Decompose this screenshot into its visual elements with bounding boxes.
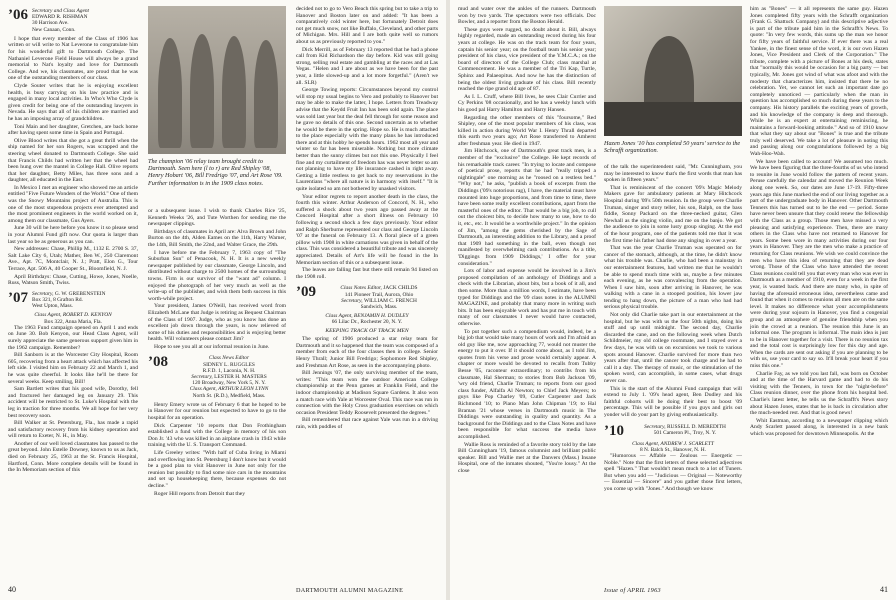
- paragraph: April Birthdays: Chase, Cutting, Howe, Jones, Noelle, Russ, Watson Smith, Twiss.: [8, 273, 138, 287]
- paragraph: We have been called to account! We assumed too much. We have been figuring that the three-fourths of us who intend to reunite in June would follow the pattern of recent years. Peruse carefully the calendar and moved the Reunion Week along one week. So, our dates are June 17-19. Fifty-three years ago this June marked the end of our living together as a part of the undergraduate body in Hanover. Other Dartmouth Tenners this has turned out to be the end — period. Some have never been unsure that they could renew the fellowship with the Class as a group. Those men have missed a very pleasing and satisfying experience. Then, there are many others in the Class who have not returned to Hanover for years. Some been wore in many activities during our four years in Hanover. They are the men who make a practice of returning for Class reunions. We wish we could convince the men who have this idea of returning that they are dead wrong. Those of the Class who have attended the recent Class reunions could tell you that every man who was ever in Dartmouth as a member of 1910, even for a week in the first year, is wanted back. And there are many who, in spite of having the aforesaid erroneous idea, nevertheless came and found that when it comes to reunions all men are on the same level. It makes no difference what your accomplishments were during your sojourn in Hanover, you find a congenial group and an atmosphere of genuine friendship when you join the crowd at a reunion. The reunion this June is an informal one. The program is informal. The main idea is just to be in Hanover together for a visit. There is no reunion tax and the total cost is surprisingly low for this day and age. When the cards are sent out asking if you are planning to be with us, use your card to say so. It'll break your heart if you miss this one.": [750, 158, 888, 370]
- class-year: ’09: [296, 284, 316, 301]
- class-secretary-block: [32, 291, 106, 310]
- class-1910-agent: [604, 441, 742, 453]
- left-column-1: [8, 6, 138, 584]
- paragraph: That is reminiscent of the concert '09's Magic Melody Makers gave for ambulatory patients at Mary Hitchcock Hospital during '09's 50th reunion. In the group were Charlie Truman, singer and story teller, his son, Ralph, on the bass fiddle, Sonny Packard on the three-necked guitar, Glen Newhall as the singing violin, and me on the banjo. We got the audience to join in some lusty group singing. At the end of the hour program, one of the patients told me that it was the first time his father had done any singing in over a year.: [604, 184, 742, 244]
- office-desk: [604, 102, 742, 136]
- paragraph: Regarding the other members of this "foursome," Red Shipley, one of the most popular members of his class, was killed in action during World War I. Henry Thrall departed this earth two years ago; Art Rose transferred to Amherst after freshman year. He died in 1947.: [458, 114, 596, 147]
- paragraph: To put together such a compendium would, indeed, be a big job that would take many hours of work and I'm afraid an old guy like me, now approaching 77, would not muster the energy to put it over. If it should come about, as I told Jim, quotes from his verse and prose would certainly appear. A chapter or more would be devoted to recalls from Tubby Besse '05, raconteur extraordinary; to contribs from his classmate, Hal Sherman; to stories from Bob Jackson '09, 'wry old friend, Charlie Truman; to reports from our good class funder, Alfalfa Al Newton; to Chief Jack Meyers; to guys like Pop Charley '09, Cutler Carpenter and Jack Richmond '10; to Piano Man John Chipman '19; to Hal Braman '21 whose verses in Dartmouth music in The Diddings were outstanding in quality and quantity. As a background for the Diddings and to the Class Notes and have been responsible for what success the media have accomplished.: [458, 328, 596, 440]
- class-1906-header: [8, 8, 138, 33]
- secretary-address-2: New Canaan, Conn.: [32, 26, 76, 33]
- paragraph: These guys were rugged, no doubt about it. Bill, always highly regarded, made an outstanding record during his four years at college. He was on the track team for four years, captain his senior year; on the football team his senior year; president of his class, vice president of the Y.M.C.A.; on the board of directors of the College Club; class marshal at Commencement. He was a member of the Tri Kap, Turtle, Sphinx and Palaeopitus. And now he has the distinction of being the oldest living graduate of his class. Bill recently reached the ripe grand old age of 87.: [458, 26, 596, 93]
- paragraph: or a subsequent issue. I wish to thank Charles Rice '25, Kenneth Weeks '26, and Tute Worthen for sending me the newspaper clippings.: [148, 208, 286, 228]
- paragraph: George Towing reports: Circumstances beyond my control will stop my usual begins to Vero and probably to Hanover but may be able to make the latter, I hope. Letters from Treadway advise that the Keydd Fruit Inn has been sold again. The place was sold last year but the deal fell through for some reason and he gave no details of this one. Second uncertain as to whether he would be there in the spring. Hope so. He is much attached to the place especially with the many plans he has introduced there and at this hobby he spends hours. 1962 most all year and winter so far has been miserable. Nothing but more climate better than the sunny climes but not this one. Physically I feel fine and my curtailment of freedom has was never better so am not planning to have my life insurance cashed in right away. Getting a little restless to get back to my reservations in the Laurentians "where all nature is in harmony with itself." "It is quite isolated so am not bothered by unasked visitors.: [296, 87, 438, 193]
- right-column-3: [750, 6, 888, 584]
- class-year: ’10: [604, 422, 624, 439]
- paragraph: Dick Carpenter '10 reports that Don Frothingham established a fund with the College in memory of his son Don Jr. '43 who was killed in an airplane crash in 1943 while training with the U. S. Transport Command.: [148, 422, 286, 449]
- secretary-name: RUSSELL D. MEREDITH: [666, 423, 726, 430]
- class-agent-address: 66 Lilac Dr., Rochester 20, N. Y.: [331, 319, 403, 326]
- paragraph: Henry Emery wrote us of February 6 that he hoped to be in Hanover for our reunion but expected to have to go to the hospital for an operation.: [148, 401, 286, 422]
- section-subhead: KEEPING TRACK OF TRACK MEN: [325, 327, 409, 334]
- right-page: [450, 0, 896, 600]
- secretary-name: G. W. GREBENSTEIN: [54, 290, 106, 297]
- left-column-3: [296, 6, 438, 584]
- class-agent-address: North St. (R.D.), Medfield, Mass.: [192, 392, 266, 399]
- class-secretary-block: [628, 424, 742, 436]
- paragraph: Your president, James O'Neill, has received word from Elizabeth McLane that Judge is retiring as Bequest Chairman of the Class of 1907. Judge, who as you know has done an excellent job down through the years, is now relieved of some of his duties and responsibilities and is enjoying better health. Will volunteers please contact Jim?: [148, 303, 286, 343]
- notes-editor-name: JACK CHILDS: [383, 285, 418, 292]
- class-agent-line: Class Agent, ARTHUR LEON LYNN: [189, 386, 269, 393]
- secretary-name: WILLIAM C. FRENCH: [364, 297, 417, 304]
- secretary-role: Secretary,: [341, 297, 363, 304]
- paragraph: In Mexico I met an engineer who showed me an article entitled "Five Future Wonders of the World." One of them was the Snowy Mountains project of Australia. This is one of the most stupendous projects ever attempted and the most prominent engineers in the world worked on it, among them our classmate, Gus Ayers.: [8, 184, 138, 224]
- paragraph: Bill Jennings '07, the only surviving member of the team, writes: "This team won the outdoor American College championship at the Penn games at Franklin Field, and the indoor championship at Madison Square Gardens. It also won a match race with Yale at Worcester Oval. This race was run in connection with the Holy Cross graduation exercises on which occasion President Teddy Roosevelt presented the degrees.": [296, 370, 438, 416]
- class-1908-header: [148, 355, 286, 398]
- left-page: [0, 0, 446, 600]
- paragraph: Not only did Charlie take part in our entertainment at the hospital, but he was with us the four 50th nights, doing his stuff and up until midnight. The second day, Charlie discarded the cane, and on the following week when Dutch Schildmeier, my old college roommate, and I stayed over a few days, he was with us on excursions we took to various spots around Hanover. Charlie survived for more than two years after that, until the cancer took charge and he had to call it a day. The therapy of music, or the stimulation of the spoken word, can accomplish, in some cases, what drugs never can.: [604, 312, 742, 384]
- paragraph: Charlie Fay, as we told you last fall, was born on October and at the time of the Harvard game and had to do his visiting with the Tenners, in town for the "night-before" Class reunion dinner, over the phone from his hospital bed. Charlie's latest letter, he tells us the Schrafft's News story about Hazen Jones, states that he is back in circulation after the much-needed rest. And that is good news!: [750, 370, 888, 417]
- secretary-name: EDWARD R. RISHMAN: [32, 14, 88, 21]
- paragraph: Dick Merrill, as of February 13 reported that he had a phone call from Kid Richardson the day before. Kid was still going strong, selling real estate and gambling at the races and at Las Vegas. "Helen and I are about as we have been for the past year, a little slowed-up and a lot more forgetful." (Aren't we all. SLR): [296, 46, 438, 86]
- paragraph: mud and water over the ankles of the runners. Dartmouth won by two yards. The spectators were two officials. Doc Bowler, and a reporter from the Boston Herald.: [458, 6, 596, 26]
- paragraph: "Humorous — Affable — Zealous — Energetic — Noble." Note that the first letters of these selected adjectives spell "Hazen." That wouldn't mean much to a lot of Tuners. But when you add — "Judicious — Original — Noteworthy — Essential — Sincere" and you gather those first letters, you come up with "Jones." And though we know: [604, 452, 742, 492]
- class-agent-line: Class Agent, ROBERT D. KENYON: [34, 312, 112, 319]
- news-editor-name: SIDNEY L. RUGGLES: [203, 361, 255, 368]
- paragraph: Birthdays of classmates in April are: Alva Brown and John Burton on the 4th, Alden Eames on the 11th, Harry Warner, the 14th, Bill Smith, the 22nd, and Walter Grace, the 29th.: [148, 228, 286, 248]
- paragraph: Olive Blood writes that she got a great thrill when the ship named for her son Rogers, was scrapped and the steering wheel donated to Dartmouth College. She said that Francis Childs had written her that the wheel had been hung over the mantel in College Hall. Olive reports that her daughter, Betty Miles, has three sons and a daughter, all educated in the East.: [8, 137, 138, 184]
- paragraph: As I. L. Cruff, where Bill lives, he sees Clair Currier and Cy Perkins '08 occasionally, and he has a weekly lunch with his good pal Harry Hamilton and Harry Hansen.: [458, 93, 596, 113]
- issue-footer: Issue of APRIL 1963: [604, 587, 661, 594]
- paragraph: I have before me the February 7, 1963 copy of "The Suburban Sun" of Penacook, N. H. It is a new weekly newspaper published by our classmate, George Lincoln, and distributed without charge to 2500 homes of the surrounding towns. Firm is our survivor of the "want ad" column. I enjoyed the photograph of her very much as well as the write-up of the publisher, and wish them both success in this worth-while project.: [148, 249, 286, 302]
- class-1907-agent: [8, 312, 138, 324]
- paragraph: decided not to go to Vero Beach this spring but to take a trip to Hanover and Boston later on and added: "It has been a comparatively cold winter here, but fortunately Detroit does not get much snow, not like Buffalo, Cleveland, and other parts of Michigan. Mrs. Hill and I are both quite well so rumors about us as previously reported to you.": [296, 6, 438, 45]
- hazen-jones-photo-caption: Hazen Jones '10 has completed 50 years' service to the Schrafft organization.: [604, 140, 741, 155]
- class-1909-header: [296, 285, 438, 310]
- hazen-jones-photo: [604, 6, 742, 136]
- relay-runner-figure: [254, 40, 278, 148]
- paragraph: The 1963 Fund campaign opened on April 1 and ends on June 30. Bob Kenyon, our Head Class Agent, will surely appreciate the same generous support given him in the 1962 campaign. Remember?: [8, 324, 138, 351]
- relay-team-photo: [148, 6, 286, 154]
- secretary-address: Sandwich, Mass.: [360, 303, 398, 310]
- class-agent-line: Class Agent, BENJAMIN H. DUDLEY: [325, 313, 409, 320]
- paragraph: That was the year Charlie Truman was operated on for cancer of the stomach, although, at the time, he didn't know what his trouble was. Charlie, who had been a mainstay in our entertainment features, had written me that he wouldn't be able to spend much time with us, maybe a few minutes each evening, as he was convalescing from the operation. When I saw him, soon after arriving in Hanover, he was walking with a cane in a stooped position, his lower jaw tending to hang down, the picture of a man who had had serious physical trouble.: [604, 245, 742, 311]
- paragraph: Bill Walker at St. Petersburg, Fla., has made a rapid and satisfactory recovery from his kidney operation and will return to Exeter, N. H., in May.: [8, 420, 138, 440]
- paragraph: him as "Bones" — it all represents the same guy. Hazen Jones completed fifty years with the Schrafft organization (Frank G. Shattuck Company) and this descriptive adjective is part of the tribute paid him in the Schrafft's News. To quote: "In very few words, this sums up the man we honor for fifty years of faithful service. If ever there was a real Yankee, in the finest sense of the word, it is our own Hazen Jones, Vice President and Clerk of the Corporation." The tribute, complete with a picture of Bones at his desk, states that "normally this would be occasion for a big party — but typically, Mr. Jones got wind of what was afoot and with the modesty that characterizes him, insisted that there be no celebration. Yet, we cannot let such an important date go completely unnoticed — particularly when the man in question has accomplished so much during these years to the company. His history parallels the exciting years of growth, and his knowledge of the company is deep and thorough. While he is an expert at entertaining reminiscing, he maintains a forward-looking attitude." And so of 1910 know that what they say about our "Bones" is true and the tribute truly well deserved. We take a lot of pleasure in noting this and passing along our congratulations followed by a big Wah-Hoo-Wah.: [750, 6, 888, 158]
- paragraph: Lots of labor and expense would be involved in a Jim's proposed compilation of an anthology of Diddings and a check with the Librarian, about bits, but a book of it all, and then some. More than a million words, I estimate, have been typed for Diddings and the '09 class notes in the ALUMNI MAGAZINE, and probably that many more in writing such bits. It has been enjoyable work and has put me in touch with many of our classmates I never would have contacted, otherwise.: [458, 268, 596, 327]
- news-editor-address: R.F.D. 1, Laconia, N. H.: [202, 367, 256, 374]
- class-1907-header: [8, 291, 138, 310]
- notes-editor-role: Class Notes Editor,: [340, 285, 382, 292]
- class-1910-header: [604, 424, 742, 438]
- news-editor-role: Class News Editor: [208, 355, 250, 362]
- paragraph: Wallie Ross is reminded of a favorite story told by the late Bill Cunningham '19, famous columnist and brilliant public speaker. Bill and Wallie met at the Danvers (Mass.) Insane Hospital, one of the inmates shouted, "You're lousy." At the close: [458, 441, 596, 474]
- class-secretary-block: [172, 355, 286, 398]
- class-1906-notes: [8, 36, 138, 287]
- relay-runner-figure: [158, 38, 182, 148]
- paragraph: I hope that every member of the Class of 1906 has written or will write to Nat Leverone to congratulate him for his wonderful gift to Dartmouth College. The Nathaniel Leverone Field House will always be a grand memorial to Nat's loyalty and love for Dartmouth College. And we, his classmates, are proud that he was one of the outstanding members of our class.: [8, 35, 138, 82]
- secretary-role: Secretary,: [32, 290, 54, 297]
- paragraph: This is the start of the Alumni Fund campaign that will extend to July 1. '09's head agent, Ben Dudley and his faithful cohorts will be doing their best to boost '09 percentage. This will be possible if you guys and girls out yonder will do your part by giving enthusiastically.: [604, 385, 742, 418]
- right-column-2: [604, 164, 742, 584]
- class-year: ’07: [8, 289, 28, 306]
- paragraph: Toni Main and her daughter, Gretchen, are back home after having spent some time in Spain and Portugal.: [8, 123, 138, 137]
- page-number: 41: [880, 585, 888, 594]
- paragraph: Sam Bartlett writes that his good wife, Dorothy, fell and fractured her damaged leg on January 29. This accident will be restricted to St. Luke's Hospital with the leg in traction for three months. We all hope for her very best recovery soon.: [8, 386, 138, 419]
- notes-editor-address: 141 Pioneer Trail, Aurora, Ohio: [344, 291, 414, 298]
- paragraph: Hope to see you all at our informal reunion in June.: [154, 343, 270, 350]
- left-column-2: [148, 208, 286, 584]
- secretary-role: Secretary and Class Agent: [32, 8, 90, 14]
- secretary-address-2: West Upton, Mass.: [32, 303, 73, 310]
- paragraph: Clyde Souter writes that he is enjoying excellent health, is busy carrying on his law practice and is engaged in many local activities. In Who's Who Clyde is given credit for being one of the outstanding lawyers in Nevada. He says that all of his children are married and he has an imposing array of grandchildren.: [8, 82, 138, 122]
- magazine-footer: DARTMOUTH ALUMNI MAGAZINE: [296, 587, 404, 594]
- paragraph: New addresses: Chase, Phillip M., 1132 E. 2700 S. 37, Salt Lake City 6, Utah; Mather, Ben W., 250 Claremont Ave., Apt. 7C, Montclair, N. J.; Pratt, Elon G., Tour Terrace, Apt. 506 A, 40 Cooper St., Bloomfield, N. J.: [8, 246, 138, 272]
- paragraph: June 30 will be here before you know it so please send in your Alumni Fund gift now. Our quota is larger than last year so be as generous as you can.: [8, 225, 138, 245]
- class-secretary-block: [32, 8, 89, 33]
- relay-runner-figure: [190, 34, 214, 148]
- secretary-name: LESTER H. MASTERS: [214, 374, 267, 381]
- secretary-role: Secretary,: [644, 423, 666, 430]
- paragraph: Bill Sanborn is at the Worcester City Hospital, Room 605, recovering from a heart attack which has affected his left side. I visited him on February 22 and March 1, and he was quite cheerful. It looks like he'll be there for several weeks. Keep smiling, Bill!: [8, 352, 138, 385]
- right-column-1: [458, 6, 596, 584]
- relay-team-photo-caption: The champion '06 relay team brought credit to Dartmouth. Seen here (l to r) are Red Shipley '08, Henry Hobart '06, Bill Fredrigo '07, and Art Rose '09. Further information is in the 1909 class notes.: [148, 158, 283, 187]
- class-secretary-block: [320, 285, 438, 310]
- paragraph: Bill remembered that race against Yale was run in a driving rain, with puddles of: [296, 417, 438, 430]
- class-1909-agent: [296, 313, 438, 325]
- paragraph: Jim Hitchcock, one of Dartmouth's great track men, is a member of the "exclusive" the College. He kept records of his remarkable track career. "In trying to locate and compose of poetical prose, reports that he had "really tripped a nightingale" one morning as he "roosed on a restless bed." "Why not," he asks, "publish a book of excerpts from the Diddings ('09's notorious rag), I have, the material must have mounted into huge proportions, and from time to time, there have been some really excellent contributions, apart from the masterful ones of the editor. That would be a big job, to cull out the choicest bits, to decide how many to use, how to do it, etc., etc. It would be a worthwhile project." In the opinion of Jim, "among the gems cherished by the Sage of Dartmouth, an interesting addition to the Library, and a proof that 1909 had something in the ball, even though not manifested by overwhelming cash contributions. As a title, 'Diggings from 1909 Diddings,' I offer for your consideration.": [458, 148, 596, 267]
- class-year: ’06: [8, 7, 28, 23]
- paragraph: The spring of 1906 produced a star relay team for Dartmouth and it so happened that the team was composed of a member from each of the four classes then in college. Senior Henry Thrall; Junior Bill Fredrigo; Sophomore Red Shipley, and Freshman Art Rose, as seen in the accompanying photo.: [296, 336, 438, 369]
- relay-runner-figure: [222, 36, 246, 148]
- class-agent-address: Box 322, Anna Maria, Fla.: [44, 318, 102, 325]
- class-agent-address: 8 N. Balch St., Hanover, N. H.: [640, 446, 706, 453]
- paragraph: of the talk the superintendent said, "Mr. Cunningham, you may be interested to know that's the first words that man has spoken in fifteen years.": [604, 164, 742, 184]
- paragraph: Life Greeley writes: "With half of Cuba living in Miami and overflowing into St. Petersburg I don't know but it would be a good plan to visit Hanover in June not only for the reunion but possibly to find some nice cars in the mountains and set up housekeeping there, because expenses do not decline.": [148, 450, 286, 490]
- paragraph: Roger Hill reports from Detroit that they: [154, 490, 246, 497]
- class-agent-line: Class Agent, ANDREW J. SCARLETT: [632, 440, 714, 447]
- class-1907-notes: [8, 325, 138, 474]
- secretary-address: 120 Broadway, New York 5, N. Y.: [192, 380, 266, 387]
- class-year: ’08: [148, 354, 168, 371]
- paragraph: Another of our well loved classmates has passed to the great beyond. John Estelle Downey, known to us as Jack, died on February 25, 1963 at the St. Francis Hospital, Hartford, Conn. More complete details will be found in the In Memoriam section of this: [8, 440, 138, 474]
- page-number: 40: [8, 585, 16, 594]
- secretary-address-1: 30 Harrison Ave.: [32, 20, 69, 27]
- paragraph: The leaves are falling fast but there still remain 94 listed on the 1908 roll.: [296, 267, 438, 280]
- secretary-address: 501 Cameron Pl., Troy, N. Y.: [653, 429, 717, 436]
- paragraph: Whit Eastman, according to a newspaper clipping which Andy Scarlett passed along, is interested in a new bank which was proposed for downtown Minneapolis. At the: [750, 417, 888, 437]
- secretary-address-1: Box 321, 8 Grafton Rd.: [32, 296, 83, 303]
- paragraph: Your editor regrets to report another death in the class, the fourth this winter. Arthur Anderson of Concord, N. H., who suffered a shock about two years ago passed away at the Concord Hospital after a short illness on February 10 following a second shock a few days previously. Your editor and Ralph Sherburne represented our class and George Lincoln '07 at the funeral on February 13. A floral piece of a green pillow with 1908 in white carnations was given in behalf of the class. This was considered a beautiful tribute and was sincerely appreciated. Details of Art's life will be found in the In Memoriam section of this or a subsequent issue.: [296, 193, 438, 266]
- secretary-role: Secretary,: [191, 374, 213, 381]
